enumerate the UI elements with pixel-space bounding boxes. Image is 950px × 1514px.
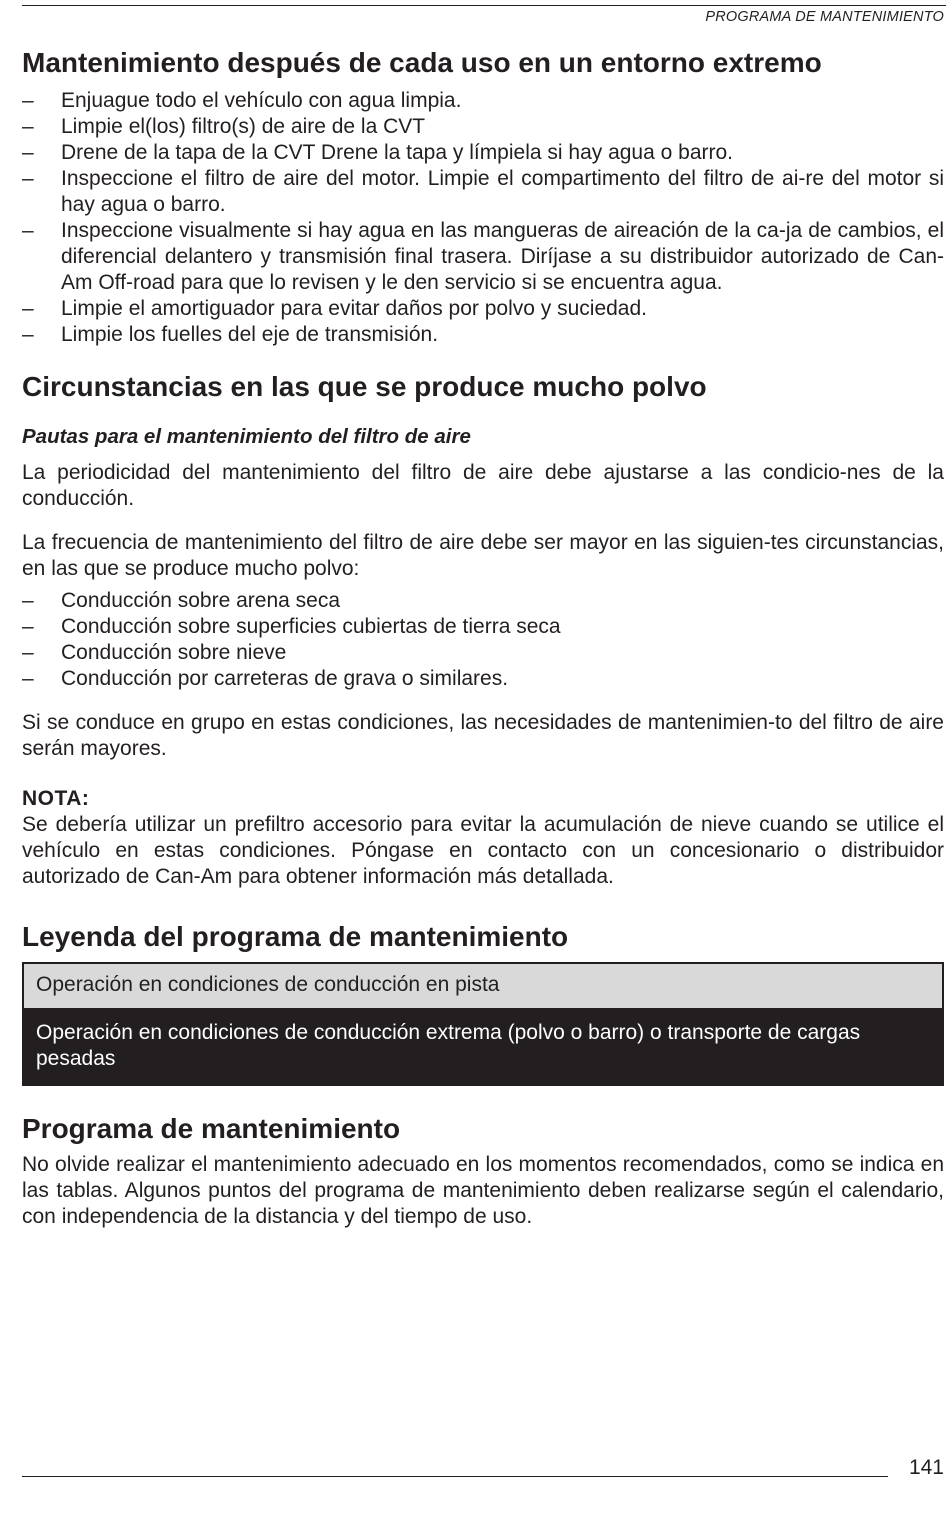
list-item: – Conducción sobre arena seca	[22, 588, 944, 614]
section-title-dust: Circunstancias en las que se produce mucho polvo	[22, 371, 707, 402]
list-item: – Conducción por carreteras de grava o similares.	[22, 666, 944, 692]
paragraph-periodicity: La periodicidad del mantenimiento del filtro de aire debe ajustarse a las condicio-nes de la conducción.	[22, 461, 944, 510]
legend-row-extreme: Operación en condiciones de conducción extrema (polvo o barro) o transporte de cargas pesadas	[24, 1010, 942, 1084]
section-title-legend: Leyenda del programa de mantenimiento	[22, 921, 569, 952]
paragraph-frequency: La frecuencia de mantenimiento del filtro de aire debe ser mayor en las siguien-tes circunstancias, en las que se produce mucho polvo:	[22, 531, 944, 580]
legend-row-track: Operación en condiciones de conducción en pista	[24, 964, 942, 1010]
paragraph-schedule: No olvide realizar el mantenimiento adecuado en los momentos recomendados, como se indica en las tablas. Algunos puntos del programa de mantenimiento deben realizarse según el calendario, con independencia de la distancia y del tiempo de uso.	[22, 1153, 944, 1228]
extreme-maintenance-list	[22, 88, 944, 348]
list-item: – Limpie el amortiguador para evitar daños por polvo y suciedad.	[22, 296, 944, 322]
header-rule	[22, 5, 946, 6]
maintenance-legend	[22, 962, 944, 1086]
note-label: NOTA:	[22, 787, 90, 810]
paragraph-group-riding: Si se conduce en grupo en estas condiciones, las necesidades de mantenimien-to del filtro de aire serán mayores.	[22, 711, 944, 760]
section-title-extreme: Mantenimiento después de cada uso en un entorno extremo	[22, 47, 822, 78]
list-item: – Limpie los fuelles del eje de transmisión.	[22, 322, 944, 348]
list-item: – Inspeccione visualmente si hay agua en las mangueras de aireación de la ca-ja de cambios, el diferencial delantero y transmisión final trasera. Diríjase a su distribuidor autorizado de Can-Am Off-road para que lo revisen y le den servicio si se encuentra agua.	[22, 218, 944, 296]
list-item: – Drene de la tapa de la CVT Drene la tapa y límpiela si hay agua o barro.	[22, 140, 944, 166]
list-item: – Enjuague todo el vehículo con agua limpia.	[22, 88, 944, 114]
list-item: – Inspeccione el filtro de aire del motor. Limpie el compartimento del filtro de ai-re del motor si hay agua o barro.	[22, 166, 944, 218]
running-header: PROGRAMA DE MANTENIMIENTO	[705, 9, 944, 25]
section-subtitle-air-filter: Pautas para el mantenimiento del filtro de aire	[22, 425, 471, 448]
section-title-schedule: Programa de mantenimiento	[22, 1113, 401, 1144]
page-content	[22, 46, 944, 1230]
list-item: – Conducción sobre nieve	[22, 640, 944, 666]
note-text: Se debería utilizar un prefiltro accesorio para evitar la acumulación de nieve cuando se utilice el vehículo en estas condiciones. Póngase en contacto con un concesionario o distribuidor autorizado de Can-Am para obtener información más detallada.	[22, 813, 944, 888]
dusty-conditions-list	[22, 588, 944, 692]
footer-rule	[22, 1476, 888, 1477]
list-item: – Conducción sobre superficies cubiertas de tierra seca	[22, 614, 944, 640]
page-number: 141	[908, 1456, 944, 1479]
list-item: – Limpie el(los) filtro(s) de aire de la CVT	[22, 114, 944, 140]
